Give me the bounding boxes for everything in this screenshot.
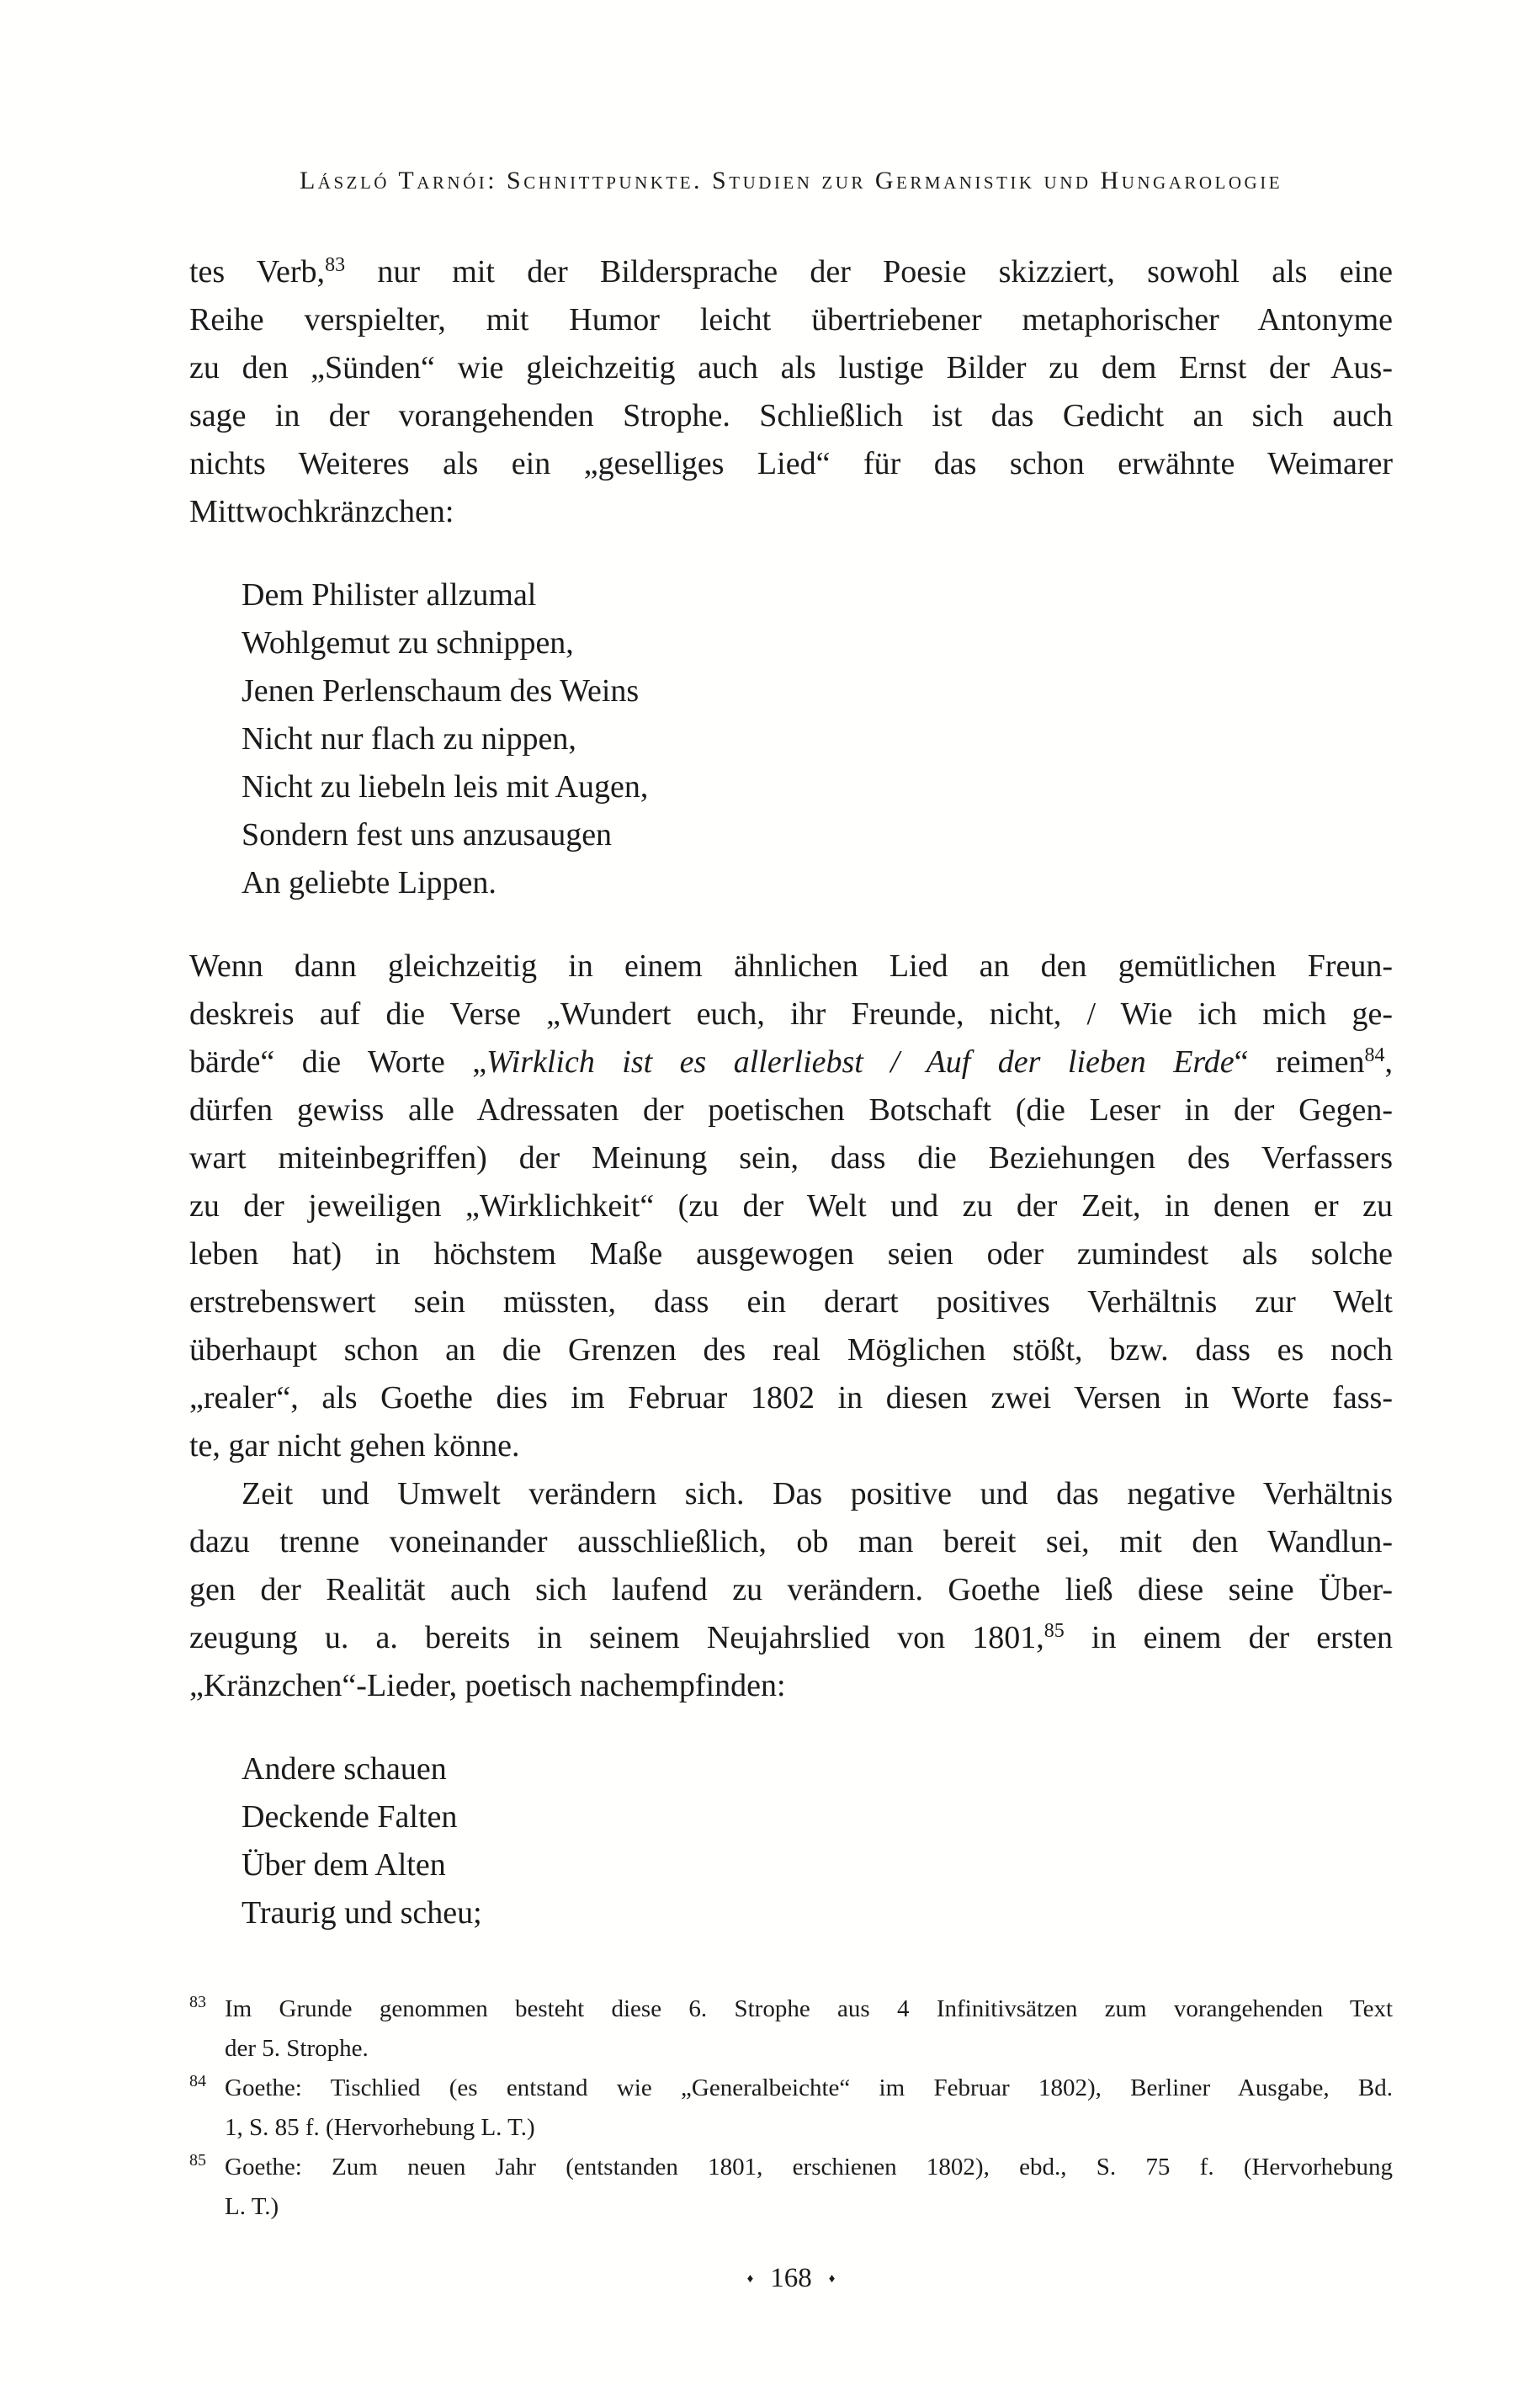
diamond-icon: ♦ xyxy=(746,2272,754,2286)
body-paragraph xyxy=(189,1470,1393,1710)
verse-line: An geliebte Lippen. xyxy=(242,865,497,900)
paragraph-line xyxy=(189,1374,1393,1422)
paragraph-line xyxy=(189,1326,1393,1374)
paragraph-line xyxy=(189,1422,1393,1470)
text-segment: nichts Weiteres als ein „geselliges Lied“ für das schon erwähnte Weimarer xyxy=(189,446,1393,481)
page-number: 168 xyxy=(770,2263,812,2293)
text-segment: dazu trenne voneinander ausschließlich, ob man bereit sei, mit den Wandlun- xyxy=(189,1524,1393,1559)
paragraph-line xyxy=(189,1038,1393,1086)
paragraph-line xyxy=(189,1614,1393,1662)
text-segment: tes Verb, xyxy=(189,254,326,289)
verse-block xyxy=(242,571,1393,907)
text-segment: „Kränzchen“-Lieder, poetisch nachempfinden: xyxy=(189,1668,786,1703)
footnote-reference: 85 xyxy=(1043,1619,1065,1642)
verse-line: Andere schauen xyxy=(242,1751,447,1787)
text-segment: “ reimen xyxy=(1234,1044,1365,1080)
text-segment: Mittwochkränzchen: xyxy=(189,494,454,529)
footnote xyxy=(189,2148,1393,2227)
text-segment: Zeit und Umwelt verändern sich. Das positive und das negative Verhältnis xyxy=(242,1476,1393,1511)
verse-line: Deckende Falten xyxy=(242,1799,458,1835)
paragraph-line xyxy=(189,943,1393,991)
verse-line: Jenen Perlenschaum des Weins xyxy=(242,673,640,709)
paragraph-line xyxy=(189,1278,1393,1326)
text-segment: zu der jeweiligen „Wirklichkeit“ (zu der Welt und zu der Zeit, in denen er zu xyxy=(189,1188,1393,1224)
paragraph-line xyxy=(189,1230,1393,1278)
text-segment: nur mit der Bildersprache der Poesie skizziert, sowohl als eine xyxy=(345,254,1393,289)
footnote-reference: 84 xyxy=(1364,1044,1385,1066)
paragraph-line xyxy=(189,1134,1393,1182)
text-segment: „realer“, als Goethe dies im Februar 1802 in diesen zwei Versen in Worte fass- xyxy=(189,1380,1393,1416)
paragraph-line xyxy=(189,1182,1393,1230)
paragraph-line xyxy=(189,991,1393,1038)
footnote-line: 83 Im Grunde genommen besteht diese 6. Strophe aus 4 Infinitivsätzen zum vorangehenden Text xyxy=(225,1989,1393,2029)
paragraph-line xyxy=(189,248,1393,296)
footnote-reference: 83 xyxy=(325,253,346,276)
diamond-icon: ♦ xyxy=(828,2272,836,2286)
text-segment: zu den „Sünden“ wie gleichzeitig auch als lustige Bilder zu dem Ernst der Aus- xyxy=(189,350,1393,385)
verse-line: Wohlgemut zu schnippen, xyxy=(242,625,574,661)
text-segment: überhaupt schon an die Grenzen des real Möglichen stößt, bzw. dass es noch xyxy=(189,1332,1393,1368)
running-header: László Tarnói: Schnittpunkte. Studien zur Germanistik und Hungarologie xyxy=(299,167,1283,194)
footnote xyxy=(189,1989,1393,2069)
text-segment: leben hat) in höchstem Maße ausgewogen seien oder zumindest als solche xyxy=(189,1236,1393,1272)
footnote-line: der 5. Strophe. xyxy=(225,2035,369,2062)
body-paragraph xyxy=(189,248,1393,536)
footnote-line: 85 Goethe: Zum neuen Jahr (entstanden 1801, erschienen 1802), ebd., S. 75 f. (Hervorhebung xyxy=(225,2148,1393,2187)
verse-line: Traurig und scheu; xyxy=(242,1895,482,1931)
text-segment: Wenn dann gleichzeitig in einem ähnlichen Lied an den gemütlichen Freun- xyxy=(189,948,1393,984)
paragraph-line xyxy=(189,488,1393,536)
footnote-line: 84 Goethe: Tischlied (es entstand wie „Generalbeichte“ im Februar 1802), Berliner Ausgabe, Bd. xyxy=(225,2069,1393,2108)
paragraph-line xyxy=(189,1470,1393,1518)
footnote-number: 83 xyxy=(189,1993,206,2011)
text-segment: zeugung u. a. bereits in seinem Neujahrslied von 1801, xyxy=(189,1620,1044,1655)
text-segment: , xyxy=(1384,1044,1393,1080)
text-segment: deskreis auf die Verse „Wundert euch, ihr Freunde, nicht, / Wie ich mich ge- xyxy=(189,996,1393,1032)
page-body xyxy=(189,248,1393,1937)
text-segment: in einem der ersten xyxy=(1064,1620,1393,1655)
verse-line: Nicht zu liebeln leis mit Augen, xyxy=(242,769,649,805)
footnote-line: L. T.) xyxy=(225,2193,279,2220)
verse-line: Sondern fest uns anzusaugen xyxy=(242,817,613,853)
verse-line: Nicht nur flach zu nippen, xyxy=(242,721,576,757)
page-footer xyxy=(189,2257,1393,2300)
paragraph-line xyxy=(189,344,1393,392)
footnote-number: 85 xyxy=(189,2151,206,2170)
verse-line: Dem Philister allzumal xyxy=(242,577,537,613)
paragraph-line xyxy=(189,392,1393,440)
paragraph-line xyxy=(189,440,1393,488)
paragraph-line xyxy=(189,1518,1393,1566)
text-segment: bärde“ die Worte „ xyxy=(189,1044,487,1080)
paragraph-line xyxy=(189,1086,1393,1134)
verse-line: Über dem Alten xyxy=(242,1847,446,1883)
text-segment: Wirklich ist es allerliebst / Auf der lieben Erde xyxy=(486,1044,1235,1080)
paragraph-line xyxy=(189,296,1393,344)
verse-block xyxy=(242,1745,1393,1937)
text-segment: Reihe verspielter, mit Humor leicht übertriebener metaphorischer Antonyme xyxy=(189,302,1393,337)
footnote xyxy=(189,2069,1393,2148)
text-segment: wart miteinbegriffen) der Meinung sein, dass die Beziehungen des Verfassers xyxy=(189,1140,1393,1176)
paragraph-line xyxy=(189,1566,1393,1614)
text-segment: dürfen gewiss alle Adressaten der poetischen Botschaft (die Leser in der Gegen- xyxy=(189,1092,1393,1128)
text-segment: gen der Realität auch sich laufend zu verändern. Goethe ließ diese seine Über- xyxy=(189,1572,1393,1607)
text-segment: te, gar nicht gehen könne. xyxy=(189,1428,520,1463)
footnote-number: 84 xyxy=(189,2072,206,2090)
paragraph-line xyxy=(189,1662,1393,1710)
body-paragraph xyxy=(189,943,1393,1470)
text-segment: erstrebenswert sein müssten, dass ein derart positives Verhältnis zur Welt xyxy=(189,1284,1393,1320)
footnotes-section xyxy=(189,1989,1393,2227)
footnote-line: 1, S. 85 f. (Hervorhebung L. T.) xyxy=(225,2114,535,2141)
text-segment: sage in der vorangehenden Strophe. Schließlich ist das Gedicht an sich auch xyxy=(189,398,1393,433)
